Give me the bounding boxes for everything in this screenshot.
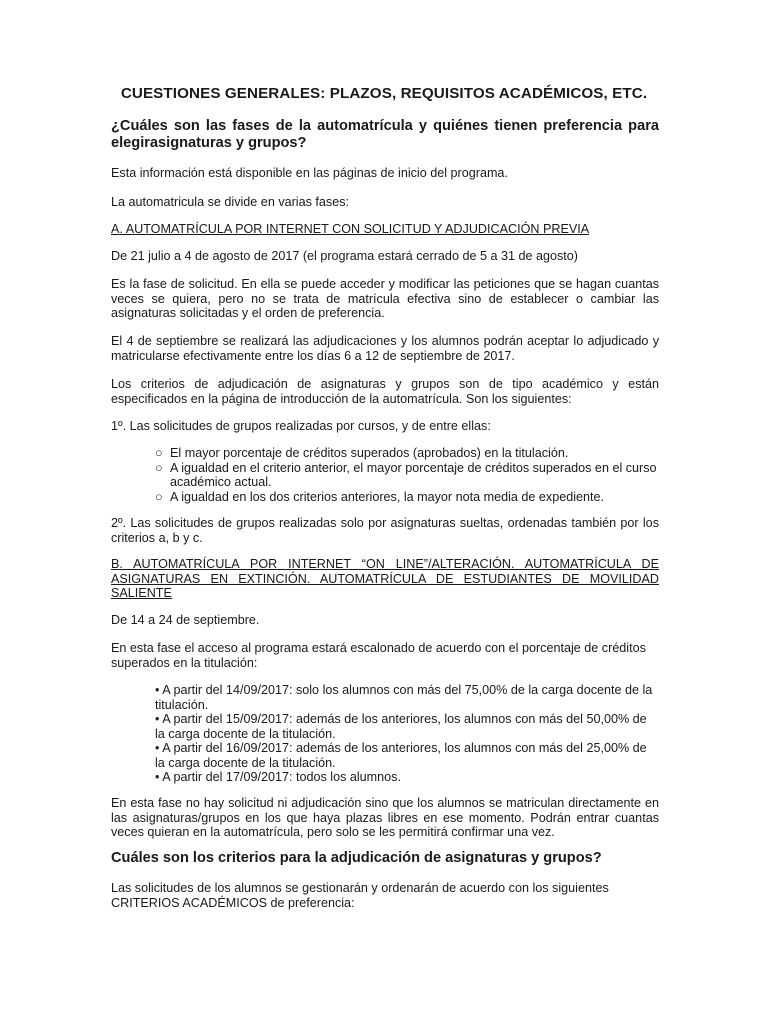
paragraph-request-phase: Es la fase de solicitud. En ella se puede acceder y modificar las peticiones que se hagan cuantas veces se quiera, pero no se trata de matrícula efectiva sino de establecer o cambiar las asignaturas solicitadas y el orden de preferencia.	[111, 277, 659, 320]
list-item	[155, 683, 659, 712]
list-item-text: A partir del 14/09/2017: solo los alumnos con más del 75,00% de la carga docente de la titulación.	[155, 683, 653, 712]
bullet-icon: •	[155, 712, 160, 726]
list-item	[155, 461, 659, 490]
list-item	[155, 741, 659, 770]
question-heading-phases: ¿Cuáles son las fases de la automatrícula y quiénes tienen preferencia para elegirasignaturas y grupos?	[111, 118, 659, 151]
paragraph-dates-b: De 14 a 24 de septiembre.	[111, 613, 260, 627]
list-item-text: A igualdad en los dos criterios anteriores, la mayor nota media de expediente.	[170, 489, 605, 504]
bullet-icon: •	[155, 770, 160, 784]
list-item-text: A igualdad en el criterio anterior, el mayor porcentaje de créditos superados en el curso académico actual.	[170, 460, 657, 489]
page-title: CUESTIONES GENERALES: PLAZOS, REQUISITOS ACADÉMICOS, ETC.	[120, 85, 648, 102]
bullet-icon: •	[155, 683, 160, 697]
list-item-text: A partir del 15/09/2017: además de los anteriores, los alumnos con más del 50,00% de la carga docente de la titulación.	[155, 712, 647, 741]
bullet-icon: •	[155, 741, 160, 755]
paragraph-course-requests: 1º. Las solicitudes de grupos realizadas por cursos, y de entre ellas:	[111, 419, 491, 433]
paragraph-single-subjects: 2º. Las solicitudes de grupos realizadas solo por asignaturas sueltas, ordenadas también por los criterios a, b y c.	[111, 516, 659, 545]
list-item	[155, 490, 659, 505]
list-item-text: A partir del 17/09/2017: todos los alumnos.	[162, 770, 401, 784]
paragraph-info: Esta información está disponible en las páginas de inicio del programa.	[111, 166, 508, 180]
circle-bullet-icon: ○	[155, 489, 163, 504]
section-heading-a: A. AUTOMATRÍCULA POR INTERNET CON SOLICITUD Y ADJUDICACIÓN PREVIA	[111, 222, 590, 236]
list-item	[155, 712, 659, 741]
question-heading-criteria: Cuáles son los criterios para la adjudicación de asignaturas y grupos?	[111, 850, 602, 866]
list-item-text: El mayor porcentaje de créditos superados (aprobados) en la titulación.	[170, 446, 569, 460]
paragraph-no-request: En esta fase no hay solicitud ni adjudicación sino que los alumnos se matriculan directamente en las asignaturas/grupos en los que haya plazas libres en ese momento. Podrán entrar cuantas veces quieran en la automatrícula, pero solo se les permitirá confirmar una vez.	[111, 796, 659, 839]
circle-bullet-icon: ○	[155, 446, 163, 460]
criteria-list	[155, 446, 659, 504]
list-item	[155, 446, 659, 461]
paragraph-allocation-date: El 4 de septiembre se realizará las adjudicaciones y los alumnos podrán aceptar lo adjudicado y matricularse efectivamente entre los días 6 a 12 de septiembre de 2017.	[111, 334, 659, 363]
paragraph-staggered-access: En esta fase el acceso al programa estará escalonado de acuerdo con el porcentaje de créditos superados en la titulación:	[111, 641, 646, 670]
schedule-list	[155, 683, 659, 785]
list-item-text: A partir del 16/09/2017: además de los anteriores, los alumnos con más del 25,00% de la carga docente de la titulación.	[155, 741, 647, 770]
paragraph-phases-intro: La automatricula se divide en varias fases:	[111, 195, 350, 209]
circle-bullet-icon: ○	[155, 460, 163, 475]
list-item	[155, 770, 659, 785]
paragraph-dates-a: De 21 julio a 4 de agosto de 2017 (el programa estará cerrado de 5 a 31 de agosto)	[111, 249, 578, 263]
paragraph-criteria-intro: Los criterios de adjudicación de asignaturas y grupos son de tipo académico y están especificados en la página de introducción de la automatrícula. Son los siguientes:	[111, 377, 659, 406]
paragraph-academic-criteria: Las solicitudes de los alumnos se gestionarán y ordenarán de acuerdo con los siguientes CRITERIOS ACADÉMICOS de preferencia:	[111, 881, 609, 910]
section-heading-b: B. AUTOMATRÍCULA POR INTERNET “ON LINE”/ALTERACIÓN. AUTOMATRÍCULA DE ASIGNATURAS EN EXTINCIÓN. AUTOMATRÍCULA DE ESTUDIANTES DE MOVILIDAD SALIENTE	[111, 557, 659, 600]
